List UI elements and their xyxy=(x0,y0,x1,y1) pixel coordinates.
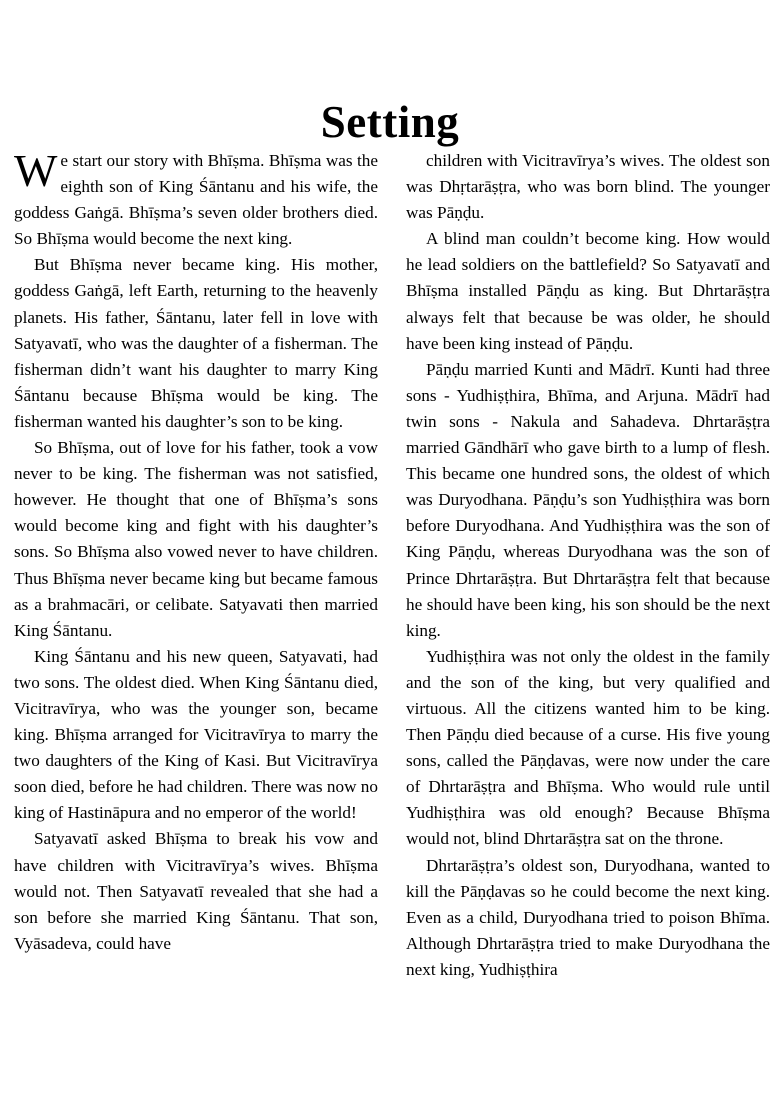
paragraph: So Bhīṣma, out of love for his father, took a vow never to be king. The fisherman was not satisfied, however. He thought that one of Bhīṣma’s sons would become king and fight with his daughter’s sons. So Bhīṣma also vowed never to have children. Thus Bhīṣma never became king but became famous as a brahmacāri, or celibate. Satyavati then married King Śāntanu. xyxy=(14,438,378,640)
paragraph xyxy=(14,145,378,252)
drop-cap-letter: W xyxy=(14,145,58,196)
paragraph: A blind man couldn’t become king. How would he lead soldiers on the battlefield? So Satyavatī and Bhīṣma installed Pāṇḍu as king. But Dhrtarāṣṭra always felt that because be was older, he should have been king instead of Pāṇḍu. xyxy=(406,229,770,353)
paragraph: But Bhīṣma never became king. His mother, goddess Gaṅgā, left Earth, returning to the heavenly planets. His father, Śāntanu, later fell in love with Satyavatī, who was the daughter of a fisherman. The fisherman didn’t want his daughter to marry King Śāntanu because Bhīṣma would be king. The fisherman wanted his daughter’s son to be king. xyxy=(14,255,378,431)
paragraph: Satyavatī asked Bhīṣma to break his vow and have children with Vicitravīrya’s wives. Bhīṣma would not. Then Satyavatī revealed that she had a son before she married King Śāntanu. That son, Vyāsadeva, could have xyxy=(14,829,378,953)
left-column xyxy=(14,145,378,983)
paragraph: children with Vicitravīrya’s wives. The oldest son was Dhṛtarāṣṭra, who was born blind. The younger was Pāṇḍu. xyxy=(406,151,770,223)
paragraph-text: e start our story with Bhīṣma. Bhīṣma was the eighth son of King Śāntanu and his wife, the goddess Gaṅgā. Bhīṣma’s seven older brothers died. So Bhīṣma would become the next king. xyxy=(14,151,378,249)
right-column xyxy=(406,148,770,983)
paragraph: Yudhiṣṭhira was not only the oldest in the family and the son of the king, but very qualified and virtuous. All the citizens wanted him to be king. Then Pāṇḍu died because of a curse. His five young sons, called the Pāṇḍavas, were now under the care of Dhrtarāṣṭra and Bhīṣma. Who would rule until Yudhiṣṭhira was old enough? Because Bhīṣma would not, blind Dhrtarāṣṭra sat on the throne. xyxy=(406,646,770,849)
paragraph: King Śāntanu and his new queen, Satyavati, had two sons. The oldest died. When King Śāntanu died, Vicitravīrya, who was the younger son, became king. Bhīṣma arranged for Vicitravīrya to marry the two daughters of the King of Kasi. But Vicitravīrya soon died, before he had children. There was now no king of Hastināpura and no emperor of the world! xyxy=(14,646,378,823)
two-column-body xyxy=(14,145,770,983)
paragraph: Dhrtarāṣṭra’s oldest son, Duryodhana, wanted to kill the Pāṇḍavas so he could become the next king. Even as a child, Duryodhana tried to poison Bhīma. Although Dhrtarāṣṭra tried to make Duryodhana the next king, Yudhiṣṭhira xyxy=(406,855,770,979)
page-title: Setting xyxy=(320,97,460,148)
paragraph: Pāṇḍu married Kunti and Mādrī. Kunti had three sons - Yudhiṣṭhira, Bhīma, and Arjuna. Mādrī had twin sons - Nakula and Sahadeva. Dhrtarāṣṭra married Gāndhārī who gave birth to a lump of flesh. This became one hundred sons, the oldest of which was Duryodhana. Pāṇḍu’s son Yudhiṣṭhira was born before Duryodhana. And Yudhiṣṭhira was the son of King Pāṇḍu, whereas Duryodhana was the son of Prince Dhrtarāṣṭra. But Dhrtarāṣṭra felt that because he should have been king, his son should be the next king. xyxy=(406,359,770,640)
